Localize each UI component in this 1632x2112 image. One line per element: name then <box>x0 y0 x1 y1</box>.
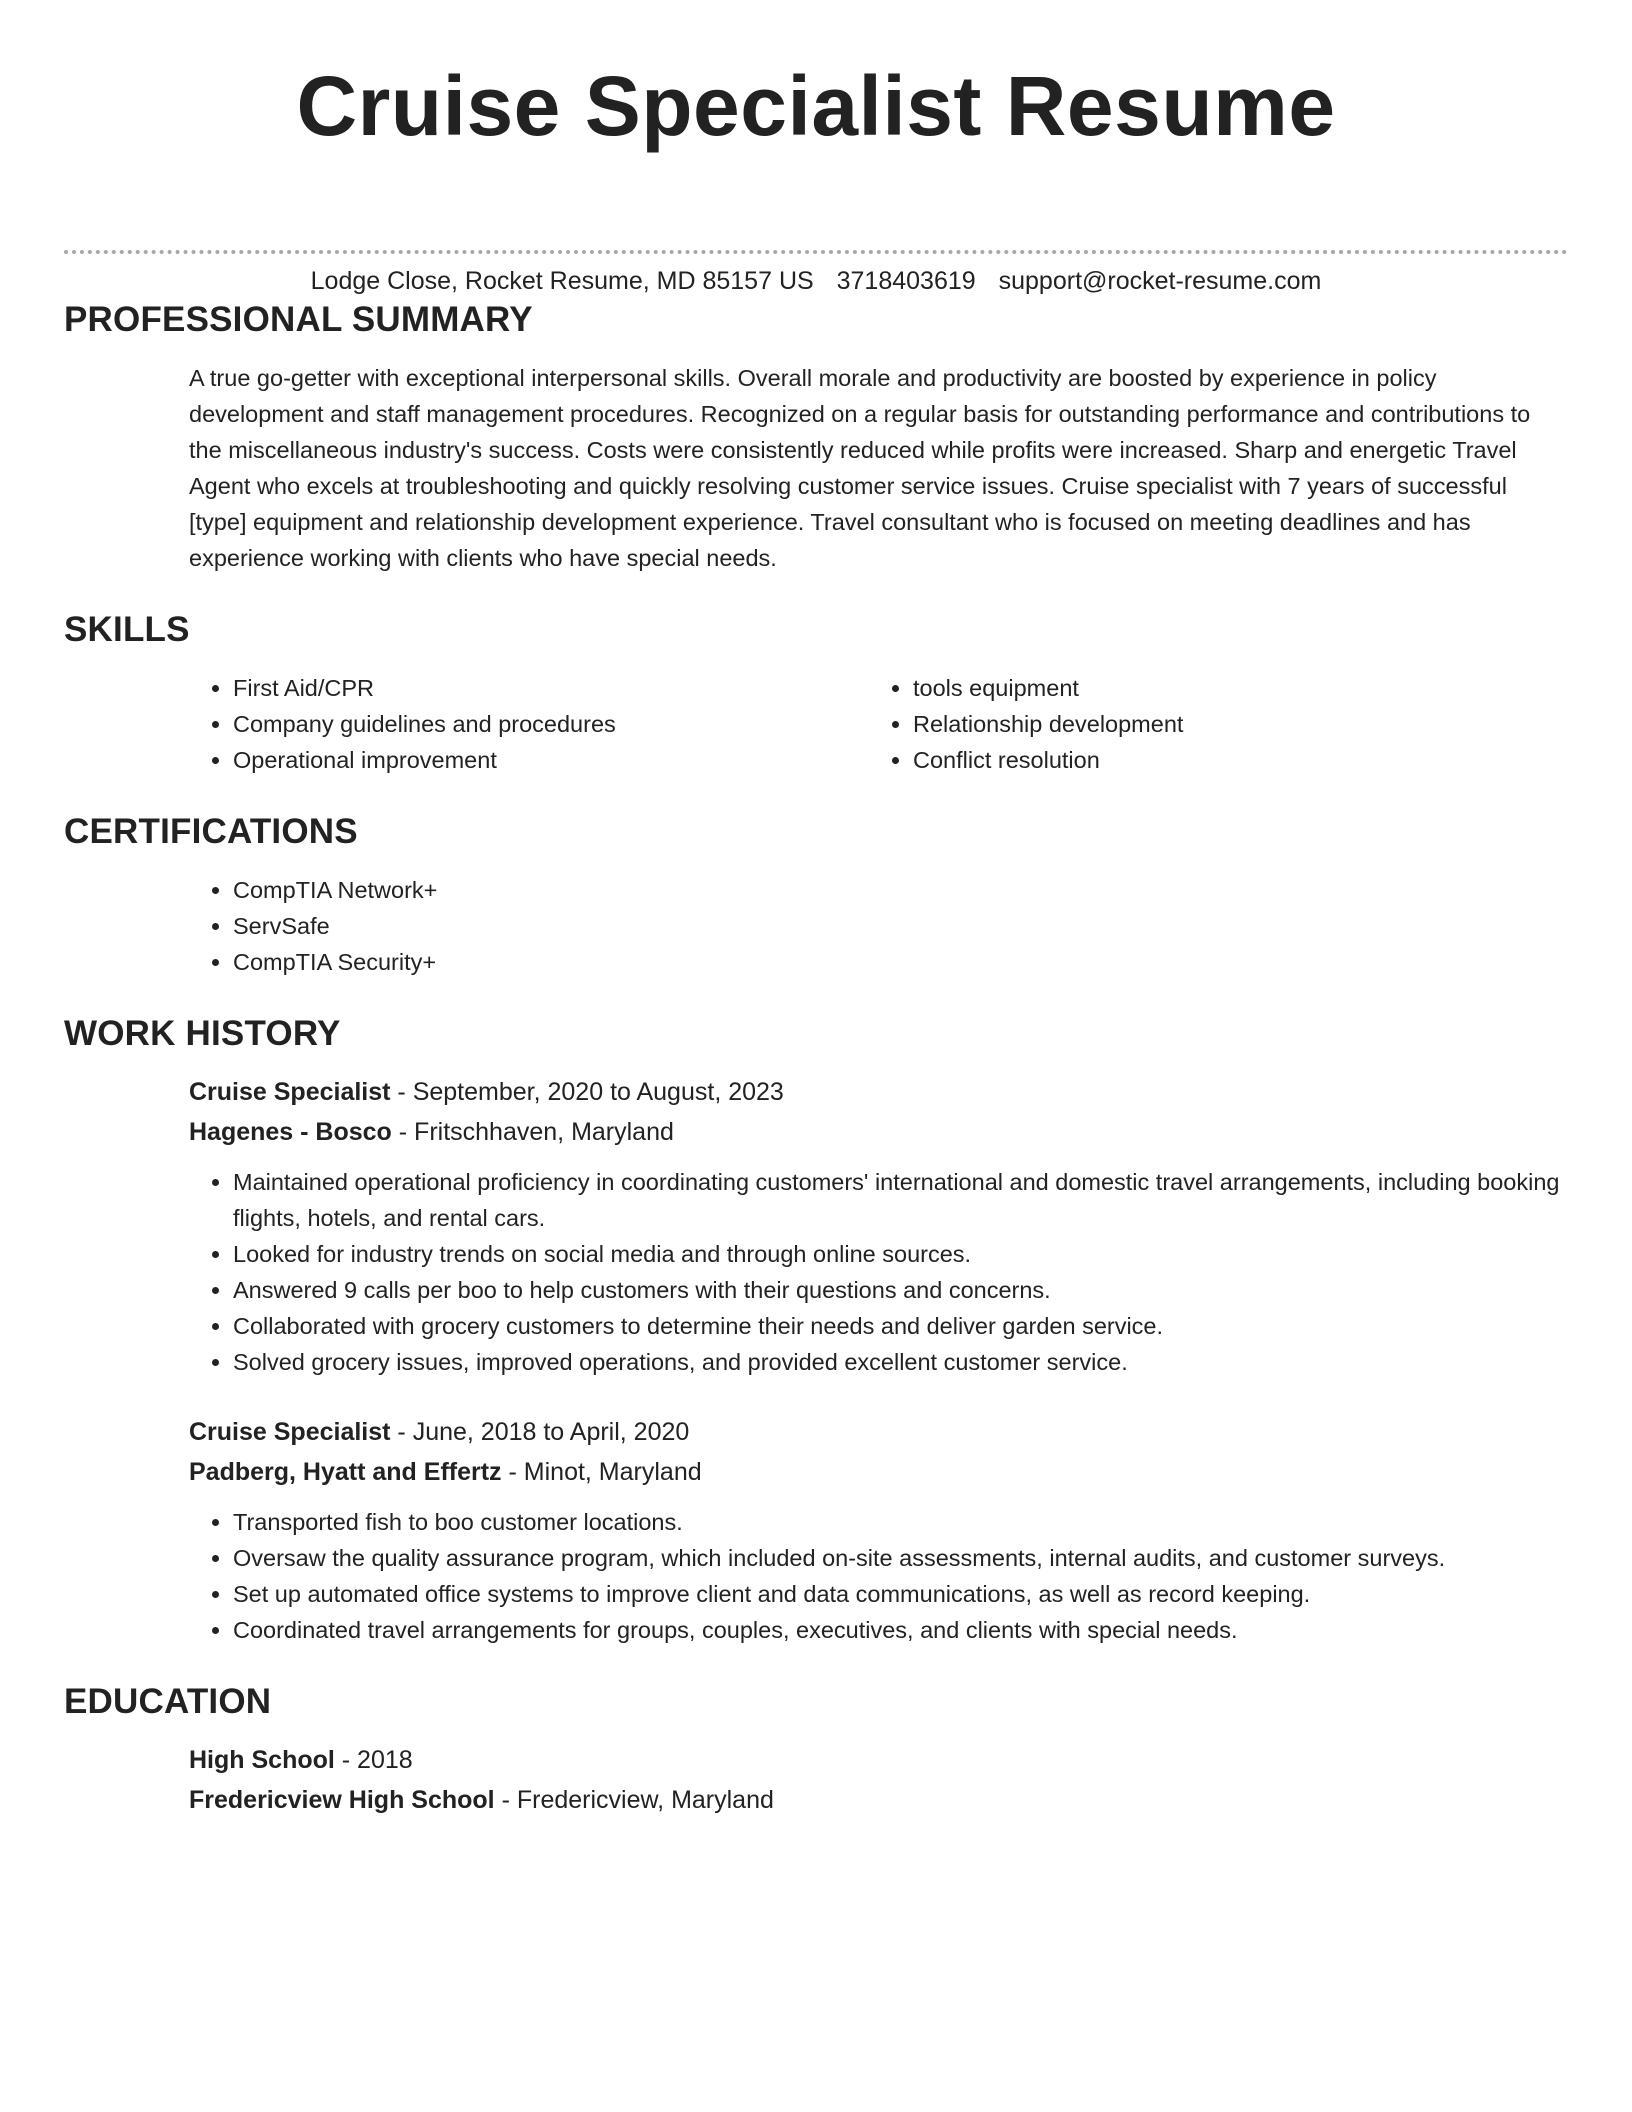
contact-address: Lodge Close, Rocket Resume, MD 85157 US <box>310 267 814 295</box>
skills-column-left <box>189 670 869 778</box>
job-title-line <box>189 1072 1568 1112</box>
resume-title: Cruise Specialist Resume <box>296 59 1336 153</box>
contact-email: support@rocket-resume.com <box>998 267 1322 295</box>
job-title-line <box>189 1412 1568 1452</box>
skill-item: • First Aid/CPR <box>233 670 869 706</box>
certification-item: • ServSafe <box>233 908 1568 944</box>
job-duty: • Transported fish to boo customer locations. <box>233 1504 1568 1540</box>
certification-item: • CompTIA Network+ <box>233 872 1568 908</box>
job-company-line <box>189 1112 1568 1152</box>
job-role: Cruise Specialist <box>189 1418 391 1446</box>
certification-item: • CompTIA Security+ <box>233 944 1568 980</box>
work-history-list <box>189 1072 1568 1648</box>
certifications-heading: CERTIFICATIONS <box>64 812 358 851</box>
summary-heading: PROFESSIONAL SUMMARY <box>64 300 533 339</box>
job-dates: - September, 2020 to August, 2023 <box>390 1078 784 1106</box>
education-degree-line <box>189 1740 1568 1780</box>
job-role: Cruise Specialist <box>189 1078 391 1106</box>
job-duty: • Coordinated travel arrangements for groups, couples, executives, and clients with special needs. <box>233 1612 1568 1648</box>
contact-line <box>0 265 1632 297</box>
header-divider <box>64 250 1568 254</box>
job-duty: • Set up automated office systems to improve client and data communications, as well as record keeping. <box>233 1576 1568 1612</box>
job-duties <box>189 1504 1568 1648</box>
job-location: - Minot, Maryland <box>501 1458 702 1486</box>
job-duty: • Oversaw the quality assurance program, which included on-site assessments, internal audits, and customer surveys. <box>233 1540 1568 1576</box>
job-dates: - June, 2018 to April, 2020 <box>390 1418 690 1446</box>
skills-heading: SKILLS <box>64 610 190 649</box>
job-company: Hagenes - Bosco <box>189 1118 392 1146</box>
work-history-heading: WORK HISTORY <box>64 1014 341 1053</box>
skill-item: • Operational improvement <box>233 742 869 778</box>
job-duty: • Maintained operational proficiency in coordinating customers' international and domestic travel arrangements, including booking flights, hotels, and rental cars. <box>233 1164 1568 1236</box>
skill-item: • tools equipment <box>913 670 1549 706</box>
job-location: - Fritschhaven, Maryland <box>391 1118 674 1146</box>
skill-item: • Company guidelines and procedures <box>233 706 869 742</box>
certifications-list <box>189 872 1568 980</box>
education-degree: High School <box>189 1746 335 1774</box>
job-duty: • Looked for industry trends on social media and through online sources. <box>233 1236 1568 1272</box>
skills-column-right <box>869 670 1549 778</box>
job-duty: • Solved grocery issues, improved operations, and provided excellent customer service. <box>233 1344 1568 1380</box>
skills-list <box>189 670 1568 778</box>
skill-item: • Conflict resolution <box>913 742 1549 778</box>
summary-text: A true go-getter with exceptional interpersonal skills. Overall morale and productivity are boosted by experience in policy development and staff management procedures. Recognized on a regular basis for outstanding performance and contributions to the miscellaneous industry's success. Costs were consistently reduced while profits were increased. Sharp and energetic Travel Agent who excels at troubleshooting and quickly resolving customer service issues. Cruise specialist with 7 years of successful [type] equipment and relationship development experience. Travel consultant who is focused on meeting deadlines and has experience working with clients who have special needs. <box>189 365 1531 571</box>
job-entry <box>189 1072 1568 1380</box>
job-duties <box>189 1164 1568 1380</box>
resume-content <box>64 296 1568 1820</box>
skill-item: • Relationship development <box>913 706 1549 742</box>
contact-phone: 3718403619 <box>836 267 976 295</box>
job-duty: • Answered 9 calls per boo to help customers with their questions and concerns. <box>233 1272 1568 1308</box>
education-location: - Fredericview, Maryland <box>494 1786 774 1814</box>
job-entry <box>189 1412 1568 1648</box>
education-school-line <box>189 1780 1568 1820</box>
job-duty: • Collaborated with grocery customers to determine their needs and deliver garden service. <box>233 1308 1568 1344</box>
job-company: Padberg, Hyatt and Effertz <box>189 1458 502 1486</box>
education-entry <box>189 1740 1568 1820</box>
education-school: Fredericview High School <box>189 1786 495 1814</box>
education-heading: EDUCATION <box>64 1682 272 1721</box>
job-company-line <box>189 1452 1568 1492</box>
education-year: - 2018 <box>334 1746 413 1774</box>
